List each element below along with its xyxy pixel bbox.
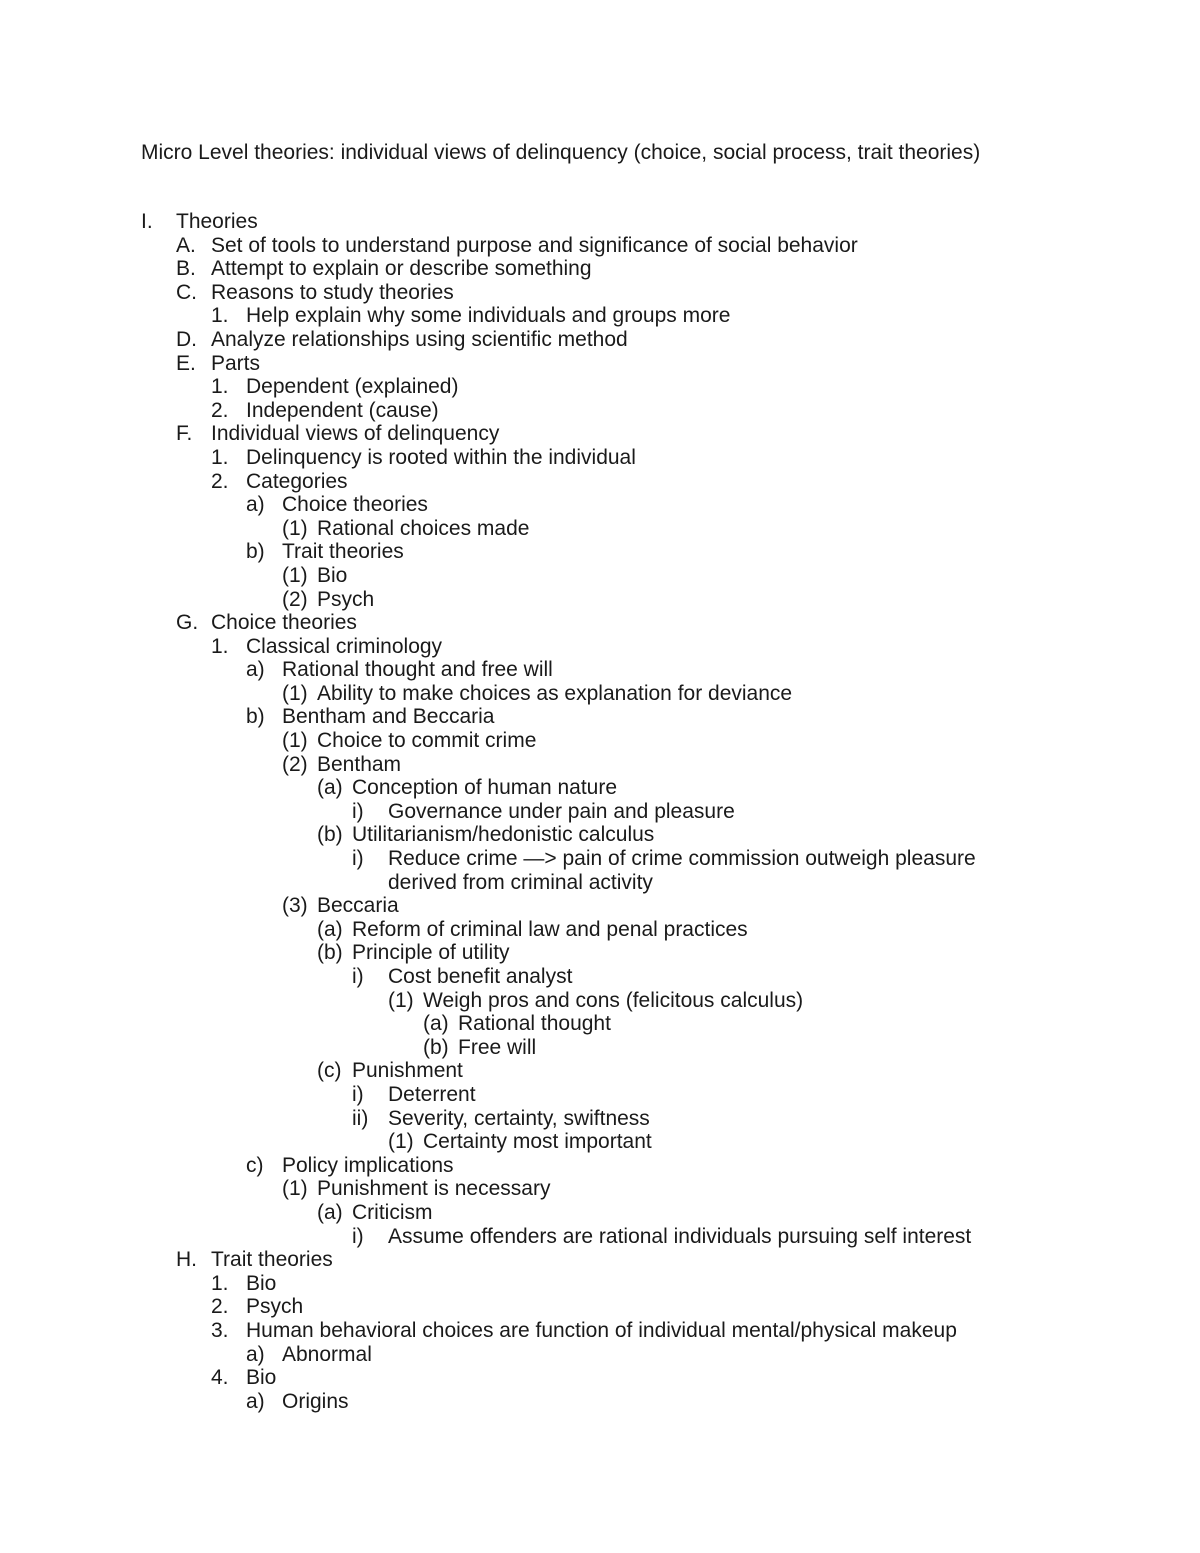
outline-marker: 1. — [211, 375, 229, 399]
outline-marker: (3) — [282, 894, 308, 918]
outline-text: Psych — [317, 587, 375, 611]
outline-text: Deterrent — [388, 1082, 476, 1106]
outline-item — [0, 210, 1200, 234]
outline-text: Choice to commit crime — [317, 729, 537, 753]
outline-item — [0, 658, 1200, 682]
outline-item — [0, 1083, 1200, 1107]
outline-text: Punishment — [352, 1059, 463, 1083]
outline-text: Dependent (explained) — [246, 375, 459, 399]
outline-text: Criticism — [352, 1200, 433, 1224]
outline-marker: 1. — [211, 634, 229, 658]
outline-marker: 3. — [211, 1318, 229, 1342]
outline-marker: (1) — [282, 681, 308, 705]
outline-marker: i) — [352, 1224, 364, 1248]
outline-marker: C. — [176, 280, 197, 304]
outline-marker: 1. — [211, 1271, 229, 1295]
outline-marker: 4. — [211, 1366, 229, 1390]
outline-text: Bio — [246, 1366, 277, 1390]
outline-text: Bio — [317, 563, 348, 587]
outline-marker: (1) — [282, 1177, 308, 1201]
outline-item — [0, 375, 1200, 399]
outline-text: Theories — [176, 210, 258, 233]
outline-text: Bio — [246, 1271, 277, 1295]
outline-item — [0, 1036, 1200, 1060]
outline-marker: (b) — [317, 823, 343, 847]
outline-text: Help explain why some individuals and groups more — [246, 304, 731, 328]
outline-text: Attempt to explain or describe something — [211, 257, 592, 281]
outline-marker: a) — [246, 658, 265, 682]
outline-item — [0, 493, 1200, 517]
outline-marker: (a) — [317, 776, 343, 800]
outline-marker: (1) — [282, 516, 308, 540]
outline-item — [0, 399, 1200, 423]
outline-item — [0, 540, 1200, 564]
outline-marker: i) — [352, 1082, 364, 1106]
outline-item — [0, 1059, 1200, 1083]
outline-item — [0, 1248, 1200, 1272]
outline-marker: i) — [352, 965, 364, 988]
outline-marker: H. — [176, 1248, 197, 1272]
outline-text: Principle of utility — [352, 941, 510, 965]
outline-text: Governance under pain and pleasure — [388, 799, 735, 823]
outline-marker: (b) — [423, 1035, 449, 1059]
outline-item — [0, 1107, 1200, 1131]
outline-item — [0, 588, 1200, 612]
outline-marker: a) — [246, 493, 265, 517]
outline-text: Certainty most important — [423, 1130, 652, 1154]
outline-marker: (a) — [317, 917, 343, 941]
outline-marker: (1) — [282, 729, 308, 753]
outline-text: Set of tools to understand purpose and significance of social behavior — [211, 233, 858, 257]
outline-text: Severity, certainty, swiftness — [388, 1106, 650, 1130]
outline-item — [0, 800, 1200, 824]
outline-marker: D. — [176, 327, 197, 351]
outline-text: Reduce crime —> pain of crime commission outweigh pleasure — [388, 847, 976, 871]
outline-marker: i) — [352, 799, 364, 823]
outline-marker: (1) — [282, 563, 308, 587]
outline-text: Utilitarianism/hedonistic calculus — [352, 823, 655, 847]
outline-text: Choice theories — [211, 611, 357, 635]
outline-marker: a) — [246, 1342, 265, 1366]
outline-text: Choice theories — [282, 493, 428, 517]
outline-text: Assume offenders are rational individuals pursuing self interest — [388, 1224, 972, 1248]
outline-item — [0, 894, 1200, 918]
outline-text: Trait theories — [282, 540, 404, 564]
outline-item — [0, 1201, 1200, 1225]
outline-text: Trait theories — [211, 1248, 333, 1272]
outline-marker: b) — [246, 540, 265, 564]
outline-item — [0, 1272, 1200, 1296]
outline-marker: b) — [246, 705, 265, 729]
outline-item — [0, 1130, 1200, 1154]
outline-marker: 1. — [211, 445, 229, 469]
outline-marker: (1) — [388, 1130, 414, 1154]
outline-text: Bentham and Beccaria — [282, 705, 495, 729]
outline-marker: (a) — [423, 1012, 449, 1036]
outline-item — [0, 1319, 1200, 1343]
outline-text: Punishment is necessary — [317, 1177, 551, 1201]
outline-marker: (1) — [388, 988, 414, 1012]
outline-marker: F. — [176, 422, 193, 446]
outline-text: Weigh pros and cons (felicitous calculus) — [423, 988, 804, 1012]
outline-item — [0, 304, 1200, 328]
outline-text: Reform of criminal law and penal practices — [352, 917, 748, 941]
outline-text: Psych — [246, 1295, 304, 1319]
outline-text: Policy implications — [282, 1153, 454, 1177]
outline-text: Origins — [282, 1389, 349, 1413]
outline-item — [0, 328, 1200, 352]
outline-item — [0, 965, 1200, 989]
outline-marker: 1. — [211, 304, 229, 328]
outline-text: Human behavioral choices are function of individual mental/physical makeup — [246, 1318, 957, 1342]
outline-item — [0, 470, 1200, 494]
outline-text: Conception of human nature — [352, 776, 618, 800]
outline-marker: 2. — [211, 1295, 229, 1319]
outline-marker: i) — [352, 847, 364, 871]
outline-item — [0, 847, 1200, 871]
outline-text: Individual views of delinquency — [211, 422, 500, 446]
outline-item — [0, 753, 1200, 777]
outline-item — [0, 234, 1200, 258]
outline-marker: c) — [246, 1153, 264, 1177]
outline-item — [0, 1390, 1200, 1414]
outline-text: Rational choices made — [317, 516, 530, 540]
outline-marker: 2. — [211, 398, 229, 422]
outline-item — [0, 422, 1200, 446]
outline-text: Ability to make choices as explanation for deviance — [317, 681, 793, 705]
outline-text: Beccaria — [317, 894, 399, 918]
outline-marker: a) — [246, 1389, 265, 1413]
outline-marker: G. — [176, 611, 199, 635]
outline-item — [0, 1012, 1200, 1036]
outline-marker: A. — [176, 233, 196, 257]
outline-text: Reasons to study theories — [211, 280, 454, 304]
outline-item — [0, 776, 1200, 800]
outline-text: Categories — [246, 469, 348, 493]
outline-marker: (a) — [317, 1200, 343, 1224]
outline-text: Bentham — [317, 752, 402, 776]
outline-text: Classical criminology — [246, 634, 443, 658]
outline-marker: (2) — [282, 752, 308, 776]
outline-item — [0, 1154, 1200, 1178]
outline-text: Rational thought — [458, 1012, 611, 1036]
outline-item — [0, 871, 1200, 895]
outline-marker: 2. — [211, 469, 229, 493]
outline-item — [0, 446, 1200, 470]
outline-text: Free will — [458, 1035, 537, 1059]
outline-item — [0, 1366, 1200, 1390]
outline-text: derived from criminal activity — [388, 870, 653, 894]
outline-text: Delinquency is rooted within the individual — [246, 445, 636, 469]
outline-item — [0, 682, 1200, 706]
outline-item — [0, 611, 1200, 635]
outline-item — [0, 517, 1200, 541]
outline-text: Independent (cause) — [246, 398, 439, 422]
outline-item — [0, 918, 1200, 942]
outline-text: Rational thought and free will — [282, 658, 553, 682]
outline-list — [0, 210, 1200, 1413]
outline-item — [0, 1177, 1200, 1201]
outline-item — [0, 823, 1200, 847]
outline-item — [0, 281, 1200, 305]
outline-item — [0, 941, 1200, 965]
outline-item — [0, 729, 1200, 753]
outline-item — [0, 705, 1200, 729]
outline-text: Cost benefit analyst — [388, 965, 573, 988]
outline-marker: I. — [141, 210, 153, 233]
outline-marker: ii) — [352, 1106, 369, 1130]
outline-item — [0, 635, 1200, 659]
outline-text: Analyze relationships using scientific method — [211, 327, 628, 351]
outline-marker: (2) — [282, 587, 308, 611]
outline-text: Parts — [211, 351, 261, 375]
outline-marker: (c) — [317, 1059, 342, 1083]
outline-item — [0, 1295, 1200, 1319]
outline-item — [0, 257, 1200, 281]
outline-item — [0, 564, 1200, 588]
outline-marker: (b) — [317, 941, 343, 965]
outline-item — [0, 352, 1200, 376]
outline-item — [0, 1343, 1200, 1367]
outline-marker: E. — [176, 351, 196, 375]
outline-item — [0, 1225, 1200, 1249]
page-title: Micro Level theories: individual views of delinquency (choice, social process, trait theories) — [141, 141, 981, 164]
outline-marker: B. — [176, 257, 196, 281]
outline-text: Abnormal — [282, 1342, 372, 1366]
outline-item — [0, 989, 1200, 1013]
